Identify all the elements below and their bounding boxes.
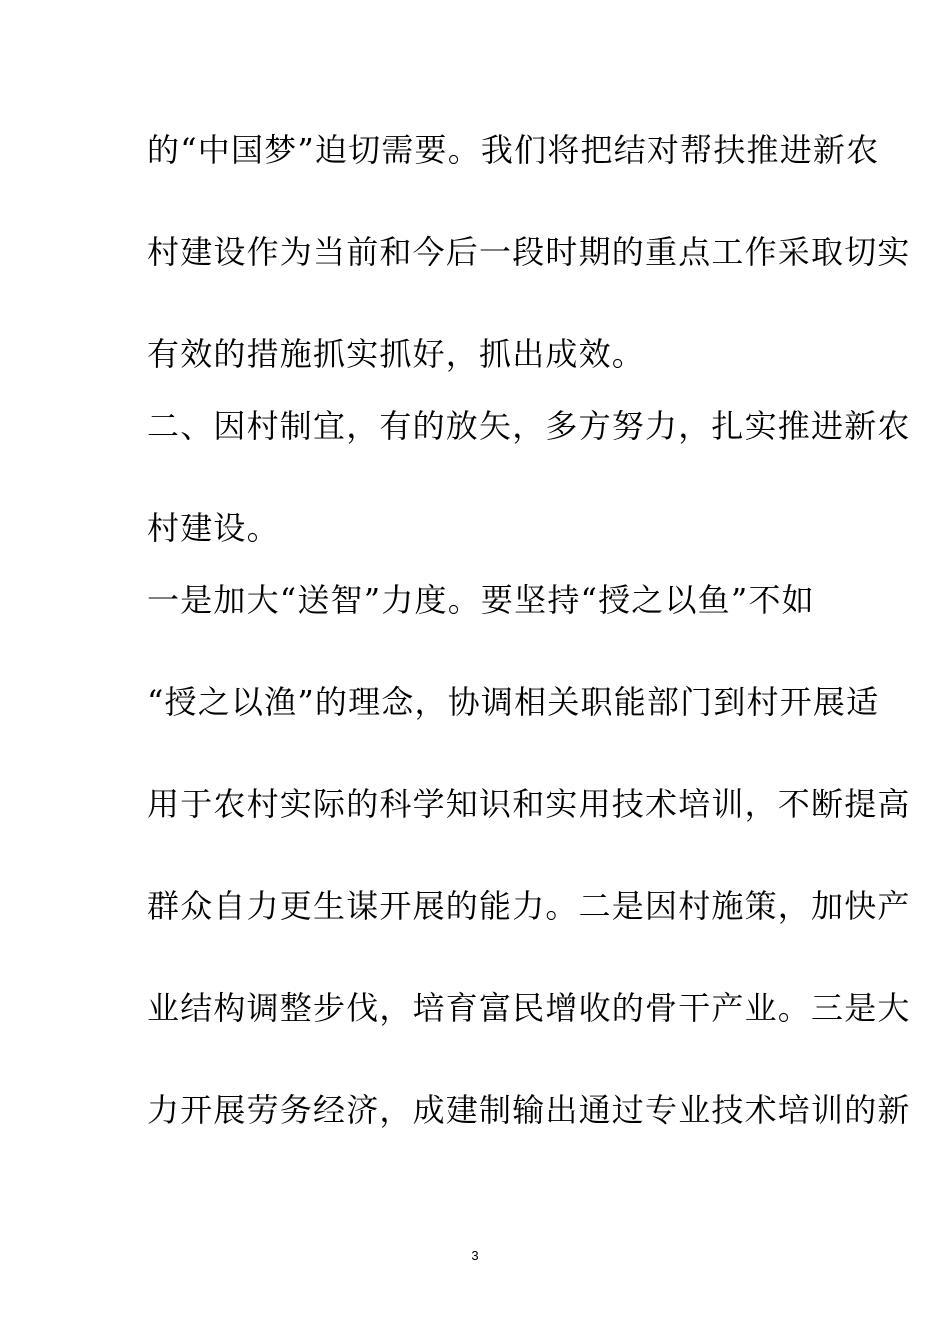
body-text-line: 用于农村实际的科学知识和实用技术培训，不断提高 [147,785,911,823]
page-number: 3 [471,1248,479,1263]
body-text-line: 业结构调整步伐，培育富民增收的骨干产业。三是大 [147,989,911,1027]
section-heading-line: 村建设。 [147,509,280,547]
section-heading-line: 二、因村制宜，有的放矢，多方努力，扎实推进新农 [147,407,911,445]
body-text-line: “授之以渔”的理念，协调相关职能部门到村开展适 [147,683,880,721]
body-text-line: 力开展劳务经济，成建制输出通过专业技术培训的新 [147,1091,911,1129]
body-text-line: 一是加大“送智”力度。要坚持“授之以鱼”不如 [147,581,815,619]
body-text-line: 有效的措施抓实抓好，抓出成效。 [147,335,646,373]
body-text-line: 村建设作为当前和今后一段时期的重点工作采取切实 [147,233,911,271]
body-text-line: 的“中国梦”迫切需要。我们将把结对帮扶推进新农 [147,131,880,169]
body-text-line: 群众自力更生谋开展的能力。二是因村施策，加快产 [147,887,911,925]
